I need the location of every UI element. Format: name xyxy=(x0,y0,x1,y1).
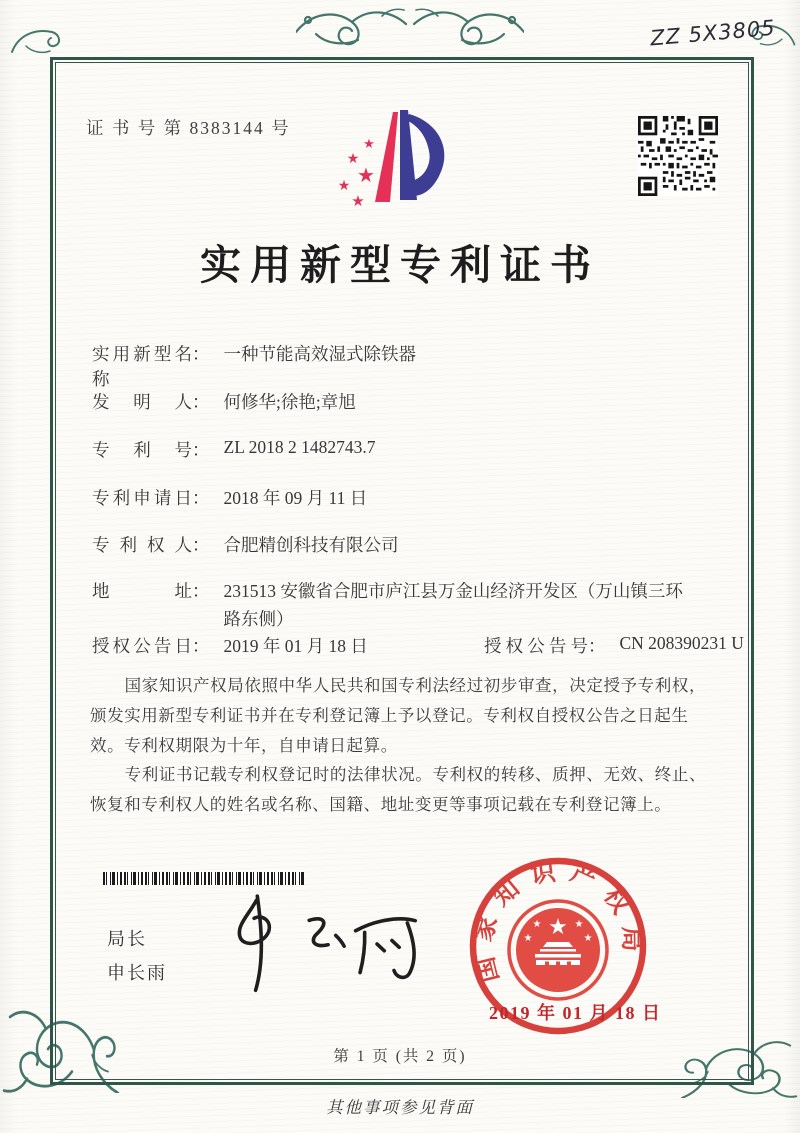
field-colon: ： xyxy=(192,344,210,364)
field-colon: ： xyxy=(192,488,210,508)
field-colon: ： xyxy=(192,636,210,656)
field-row-inventors xyxy=(92,389,356,414)
svg-text:★: ★ xyxy=(357,165,375,187)
certificate-number: 证 书 号 第 8383144 号 xyxy=(86,118,291,138)
svg-text:★: ★ xyxy=(523,933,533,944)
field-value: 2018 年 09 月 11 日 xyxy=(223,488,368,508)
director-signature-handwriting-icon xyxy=(216,884,425,1001)
field-row-patent-number xyxy=(92,437,375,462)
svg-text:★: ★ xyxy=(583,933,593,944)
field-row-address xyxy=(92,578,686,633)
back-side-note: 其他事项参见背面 xyxy=(326,1098,474,1117)
signer-title: 局长 xyxy=(107,929,147,949)
signer-block xyxy=(107,922,167,990)
field-label: 专利号 xyxy=(92,440,192,460)
field-value: 2019 年 01 月 18 日 xyxy=(223,636,368,656)
field-row-filing-date xyxy=(92,485,367,510)
seal-text: 国家知识产权局 xyxy=(469,857,646,985)
field-value: 何修华;徐艳;章旭 xyxy=(223,392,356,412)
legal-paragraph-2: 专利证书记载专利权登记时的法律状况。专利权的转移、质押、无效、终止、恢复和专利权人的姓名或名称、国籍、地址变更等事项记载在专利登记簿上。 xyxy=(90,765,707,815)
svg-text:★: ★ xyxy=(351,194,365,210)
field-value: 一种节能高效湿式除铁器 xyxy=(223,344,416,364)
certificate-title: 实用新型专利证书 xyxy=(200,242,600,288)
svg-text:★: ★ xyxy=(363,136,375,151)
signer-name: 申长雨 xyxy=(107,963,167,983)
svg-text:★: ★ xyxy=(346,152,360,167)
field-label: 实用新型名称 xyxy=(92,344,192,389)
field-label: 地址 xyxy=(92,581,192,601)
field-label: 专利权人 xyxy=(92,535,192,555)
field-value: 合肥精创科技有限公司 xyxy=(223,535,399,555)
field-value: 231513 安徽省合肥市庐江县万金山经济开发区（万山镇三环路东侧） xyxy=(223,581,683,629)
svg-text:★: ★ xyxy=(337,179,351,194)
field-row-grant xyxy=(92,633,744,658)
grant-number-pair xyxy=(484,633,744,658)
field-label: 授权公告号 xyxy=(484,636,588,656)
qr-code xyxy=(637,116,719,196)
handwritten-code: ZZ 5X3805 xyxy=(649,15,777,51)
cnipa-logo-icon xyxy=(333,106,453,224)
seal-date: 2019 年 01 月 18 日 xyxy=(489,1003,662,1023)
page-number: 第 1 页 (共 2 页) xyxy=(333,1048,467,1065)
field-colon: ： xyxy=(192,392,210,412)
flourish-ornament-top-left xyxy=(8,18,64,58)
field-row-name xyxy=(92,341,416,391)
svg-text:★: ★ xyxy=(574,919,584,930)
svg-text:★: ★ xyxy=(532,919,542,930)
field-label: 授权公告日 xyxy=(92,636,192,656)
field-colon: ： xyxy=(192,535,210,555)
field-colon: ： xyxy=(192,581,210,601)
legal-text xyxy=(90,671,714,820)
field-colon: ： xyxy=(588,636,606,656)
field-colon: ： xyxy=(192,440,210,460)
field-value: ZL 2018 2 1482743.7 xyxy=(223,437,376,457)
field-row-patentee xyxy=(92,532,399,557)
field-value: CN 208390231 U xyxy=(619,633,744,653)
legal-paragraph-1: 国家知识产权局依照中华人民共和国专利法经过初步审查，决定授予专利权，颁发实用新型专利证书并在专利登记簿上予以登记。专利权自授权公告之日起生效。专利权期限为十年，自申请日起算。 xyxy=(90,676,707,755)
barcode xyxy=(103,872,304,885)
field-label: 发明人 xyxy=(92,392,192,412)
field-label: 专利申请日 xyxy=(92,488,192,508)
svg-text:★: ★ xyxy=(548,914,568,939)
flourish-ornament-top-center xyxy=(296,0,524,48)
national-emblem-icon xyxy=(509,901,607,999)
